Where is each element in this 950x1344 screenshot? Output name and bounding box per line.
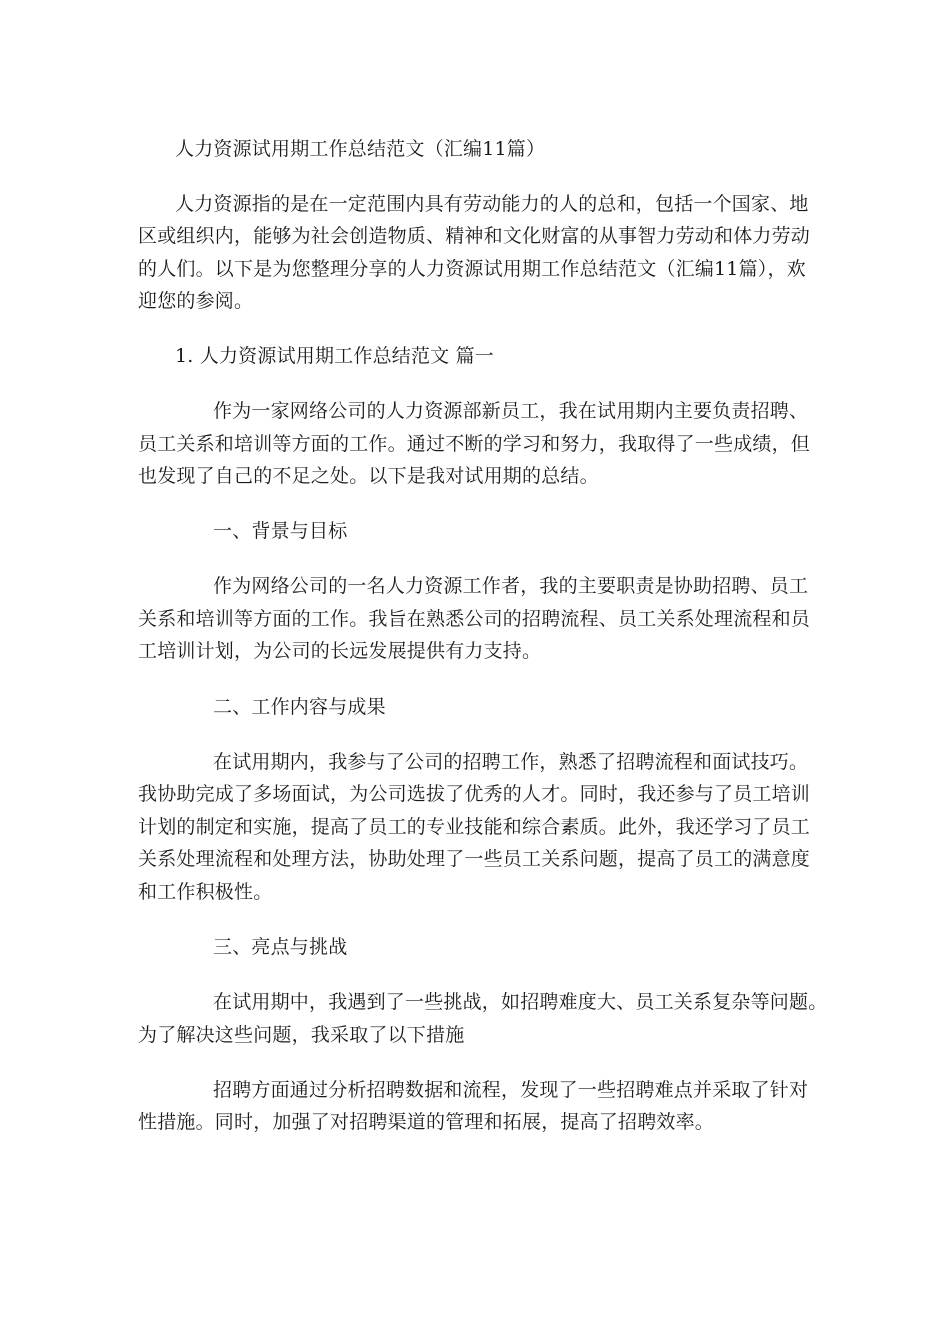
- paragraph-line: 在试用期内，我参与了公司的招聘工作，熟悉了招聘流程和面试技巧。: [213, 751, 809, 773]
- intro-line: 区或组织内，能够为社会创造物质、精神和文化财富的从事智力劳动和体力劳动: [138, 225, 811, 247]
- paragraph-line: 关系和培训等方面的工作。我旨在熟悉公司的招聘流程、员工关系处理流程和员: [138, 608, 811, 630]
- intro-line: 人力资源指的是在一定范围内具有劳动能力的人的总和，包括一个国家、地: [175, 193, 809, 215]
- paragraph-line: 性措施。同时，加强了对招聘渠道的管理和拓展，提高了招聘效率。: [138, 1111, 715, 1133]
- paragraph-line: 关系处理流程和处理方法，协助处理了一些员工关系问题，提高了员工的满意度: [138, 848, 811, 870]
- intro-line: 迎您的参阅。: [138, 290, 254, 312]
- paragraph-line: 我协助完成了多场面试，为公司选拔了优秀的人才。同时，我还参与了员工培训: [138, 783, 811, 805]
- paragraph-line: 和工作积极性。: [138, 881, 273, 903]
- intro-line: 的人们。以下是为您整理分享的人力资源试用期工作总结范文（汇编11篇），欢: [138, 258, 806, 280]
- paragraph-line: 在试用期中，我遇到了一些挑战，如招聘难度大、员工关系复杂等问题。: [213, 991, 828, 1013]
- paragraph-line: 也发现了自己的不足之处。以下是我对试用期的总结。: [138, 465, 599, 487]
- section-heading: 一、背景与目标: [213, 520, 348, 542]
- paragraph-line: 作为网络公司的一名人力资源工作者，我的主要职责是协助招聘、员工: [213, 575, 809, 597]
- paragraph-line: 招聘方面通过分析招聘数据和流程，发现了一些招聘难点并采取了针对: [213, 1079, 809, 1101]
- paragraph-line: 为了解决这些问题，我采取了以下措施: [138, 1024, 465, 1046]
- section-heading: 三、亮点与挑战: [213, 936, 348, 958]
- paragraph-line: 作为一家网络公司的人力资源部新员工，我在试用期内主要负责招聘、: [213, 400, 809, 422]
- paragraph-line: 计划的制定和实施，提高了员工的专业技能和综合素质。此外，我还学习了员工: [138, 816, 811, 838]
- document-title: 人力资源试用期工作总结范文（汇编11篇）: [175, 138, 546, 160]
- paragraph-line: 员工关系和培训等方面的工作。通过不断的学习和努力，我取得了一些成绩，但: [138, 433, 811, 455]
- article-title: 1. 人力资源试用期工作总结范文 篇一: [175, 345, 495, 367]
- paragraph-line: 工培训计划，为公司的长远发展提供有力支持。: [138, 640, 542, 662]
- section-heading: 二、工作内容与成果: [213, 696, 386, 718]
